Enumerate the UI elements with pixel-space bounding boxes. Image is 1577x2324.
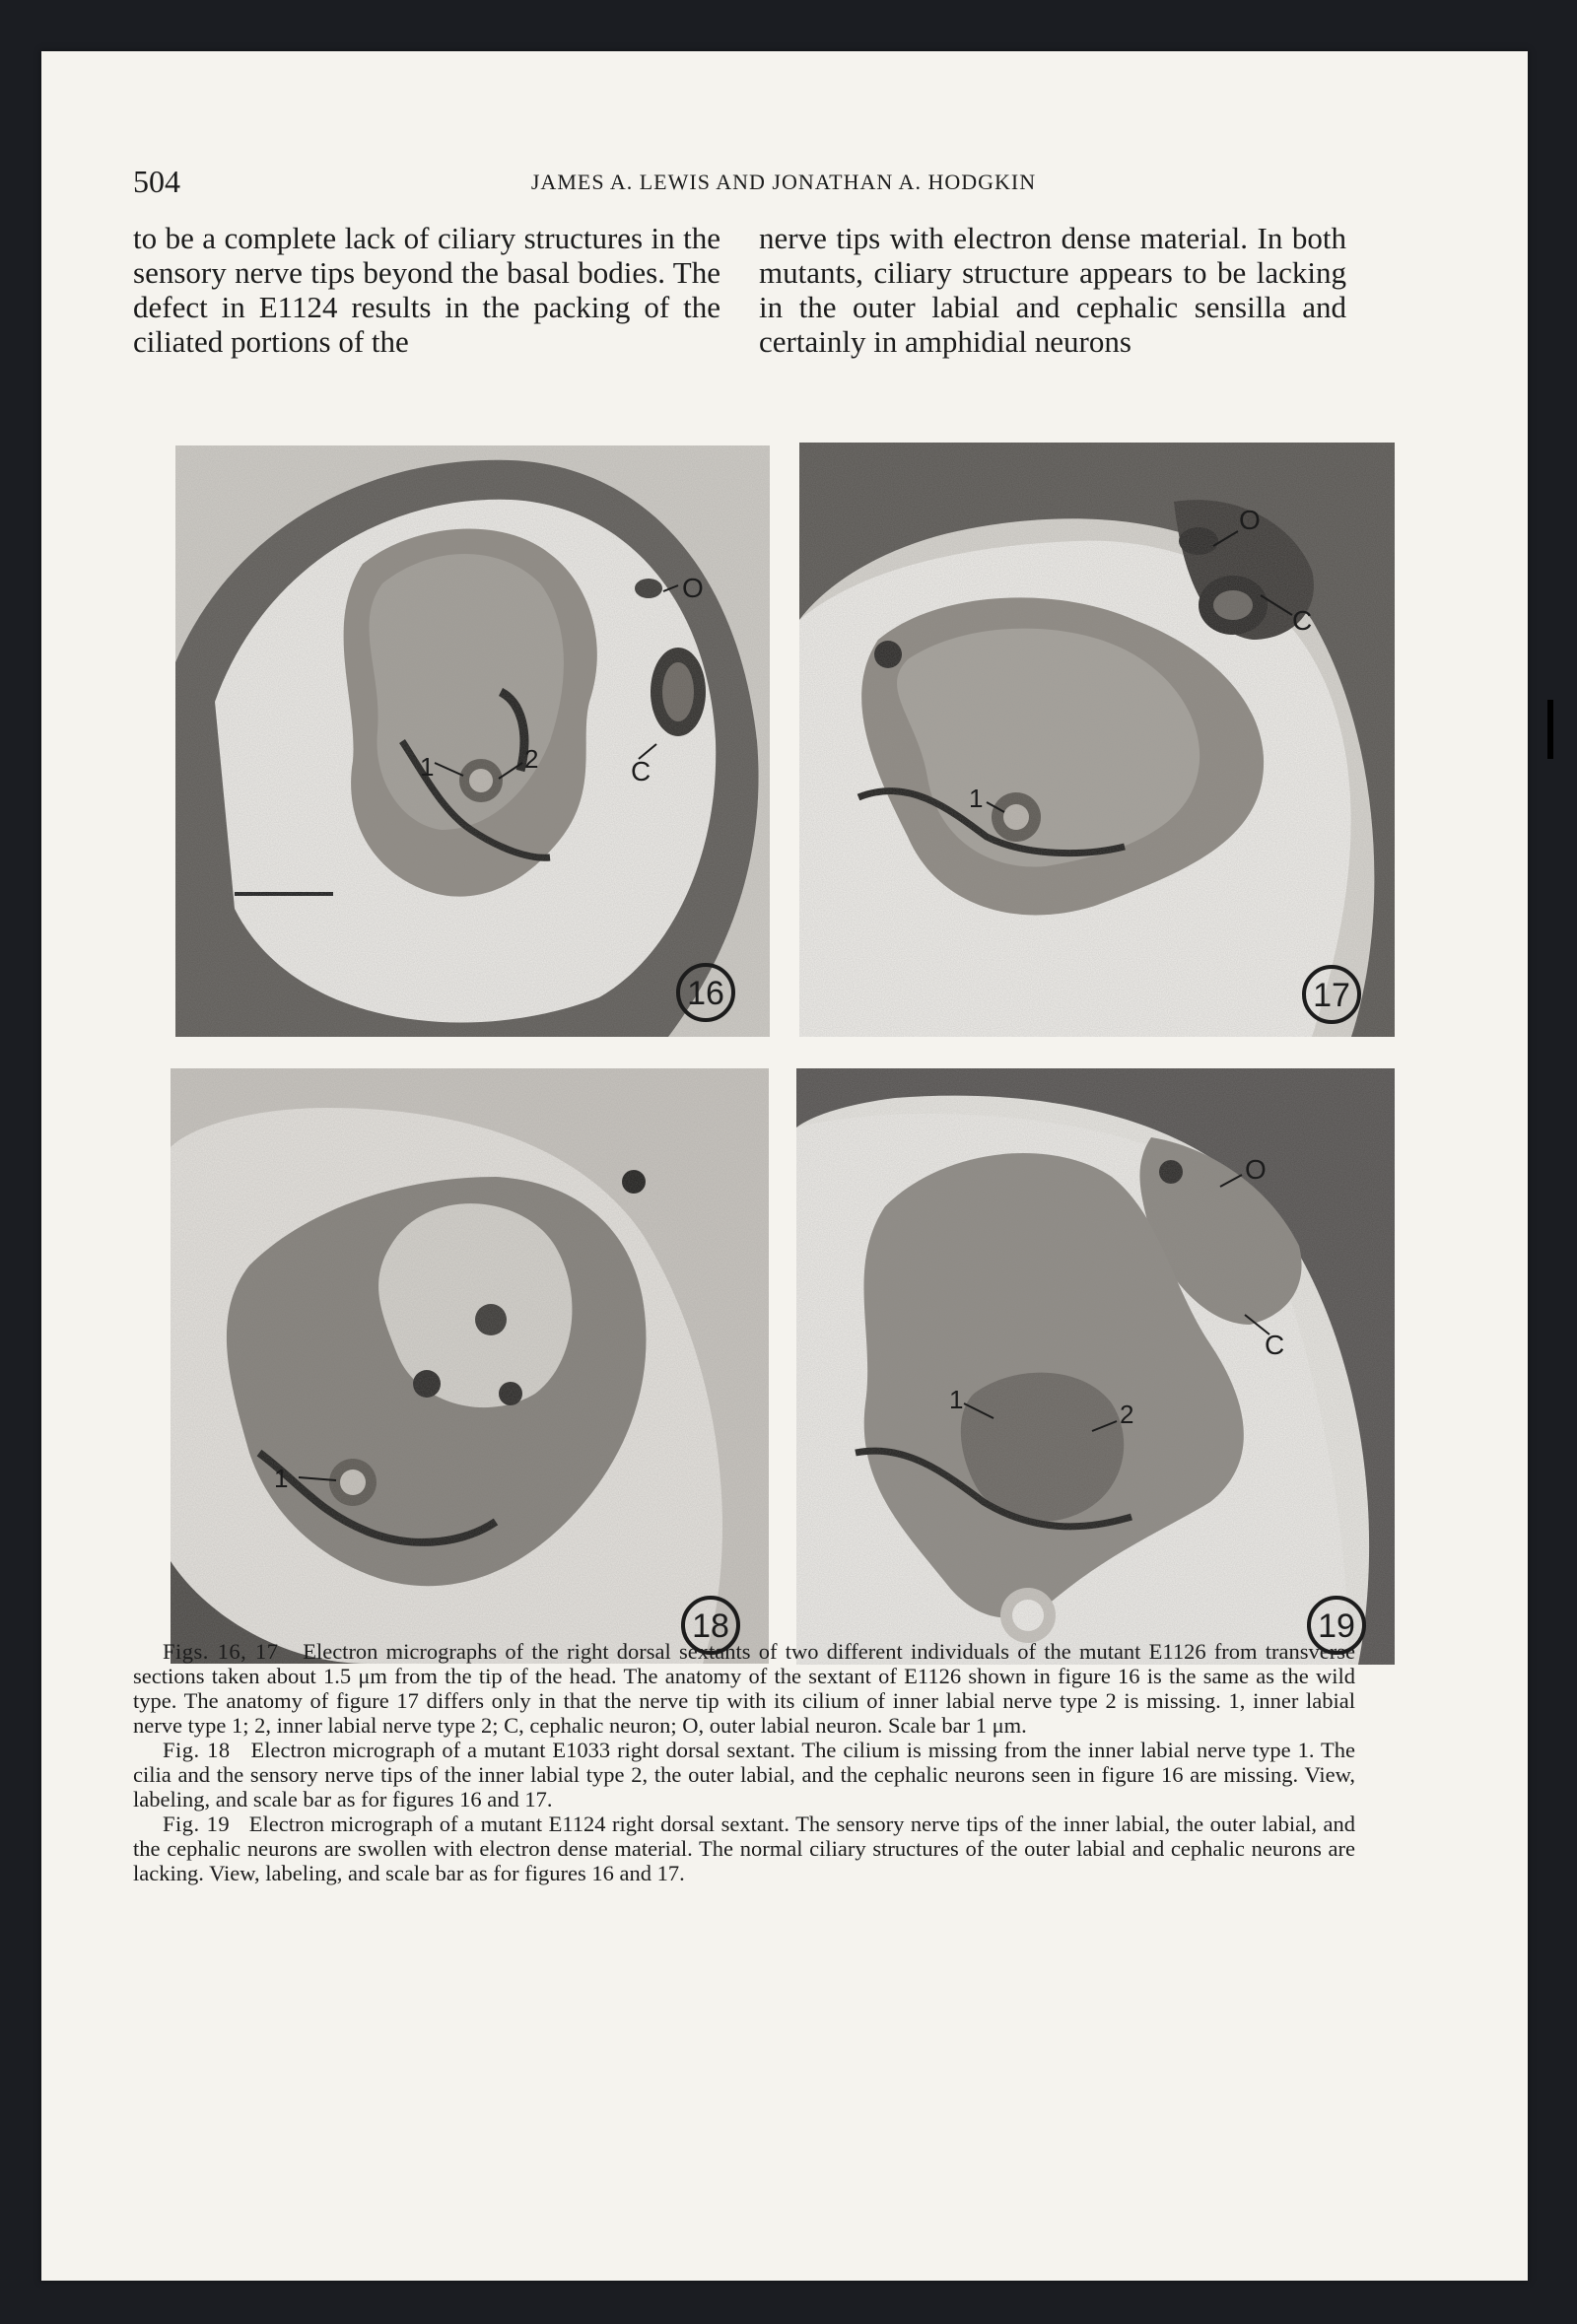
body-text-left-column (133, 221, 720, 359)
label-nerve-1: 1 (274, 1464, 289, 1493)
label-cephalic: C (631, 756, 651, 786)
page-edge-mark (1547, 700, 1553, 759)
micrograph-16-image (175, 445, 770, 1037)
running-head: JAMES A. LEWIS AND JONATHAN A. HODGKIN (530, 170, 1037, 194)
body-paragraph-right: nerve tips with electron dense material. In both mutants, ciliary structure appears to be lacking in the outer labial and cephalic sensilla and certainly in amphidial neurons (759, 221, 1346, 359)
micrograph-figure-18 (171, 1068, 769, 1664)
caption-text: Electron micrographs of the right dorsal sextants of two different individuals of the mutant E1126 from transverse sections taken about 1.5 μm from the tip of the head. The anatomy of the sextant of E1126 shown in figure 16 is the same as the wild type. The anatomy of figure 17 differs only in that the nerve tip with its cilium of inner labial nerve type 2 is missing. 1, inner labial nerve type 1; 2, inner labial nerve type 2; C, cephalic neuron; O, outer labial neuron. Scale bar 1 μm. (133, 1639, 1355, 1738)
micrograph-figure-16 (175, 445, 770, 1037)
figure-number-16: 16 (687, 975, 724, 1012)
caption-ref: Fig. 18 (163, 1738, 231, 1762)
caption-fig-19 (133, 1811, 1355, 1885)
label-cephalic: C (1292, 605, 1313, 636)
figure-number-19: 19 (1318, 1607, 1355, 1645)
label-cephalic: C (1265, 1330, 1285, 1360)
label-nerve-1: 1 (969, 784, 984, 813)
label-outer-labial: O (682, 573, 704, 603)
label-nerve-1: 1 (949, 1385, 964, 1414)
micrograph-19-image (796, 1068, 1395, 1665)
micrograph-18-image (171, 1068, 769, 1664)
micrograph-17-image (799, 443, 1395, 1037)
figure-plates (128, 392, 1395, 1645)
micrograph-figure-17 (799, 443, 1395, 1037)
label-nerve-2: 2 (524, 744, 539, 774)
caption-figs-16-17 (133, 1639, 1355, 1738)
caption-text: Electron micrograph of a mutant E1124 right dorsal sextant. The sensory nerve tips of the inner labial, the outer labial, and the cephalic neurons are swollen with electron dense material. The normal ciliary structures of the outer labial and cephalic neurons are lacking. View, labeling, and scale bar as for figures 16 and 17. (133, 1811, 1356, 1885)
label-outer-labial: O (1239, 505, 1261, 535)
micrograph-figure-19 (796, 1068, 1395, 1665)
page-header (133, 164, 1355, 203)
body-paragraph-left: to be a complete lack of ciliary structures in the sensory nerve tips beyond the basal bodies. The defect in E1124 results in the packing of the ciliated portions of the (133, 221, 720, 359)
caption-fig-18 (133, 1738, 1355, 1811)
caption-text: Electron micrograph of a mutant E1033 right dorsal sextant. The cilium is missing from the inner labial nerve type 1. The cilia and the sensory nerve tips of the inner labial type 2, the outer labial, and the cephalic neurons seen in figure 16 are missing. View, labeling, and scale bar as for figures 16 and 17. (133, 1738, 1356, 1811)
label-outer-labial: O (1245, 1154, 1267, 1185)
body-text-right-column (759, 221, 1346, 359)
figure-number-17: 17 (1313, 977, 1350, 1014)
caption-ref: Fig. 19 (163, 1811, 231, 1836)
label-nerve-2: 2 (1120, 1400, 1134, 1429)
label-nerve-1: 1 (420, 752, 435, 782)
caption-ref: Figs. 16, 17 (163, 1639, 279, 1664)
page-number: 504 (133, 164, 180, 199)
figure-number-18: 18 (692, 1607, 729, 1645)
figure-captions (133, 1639, 1355, 1885)
